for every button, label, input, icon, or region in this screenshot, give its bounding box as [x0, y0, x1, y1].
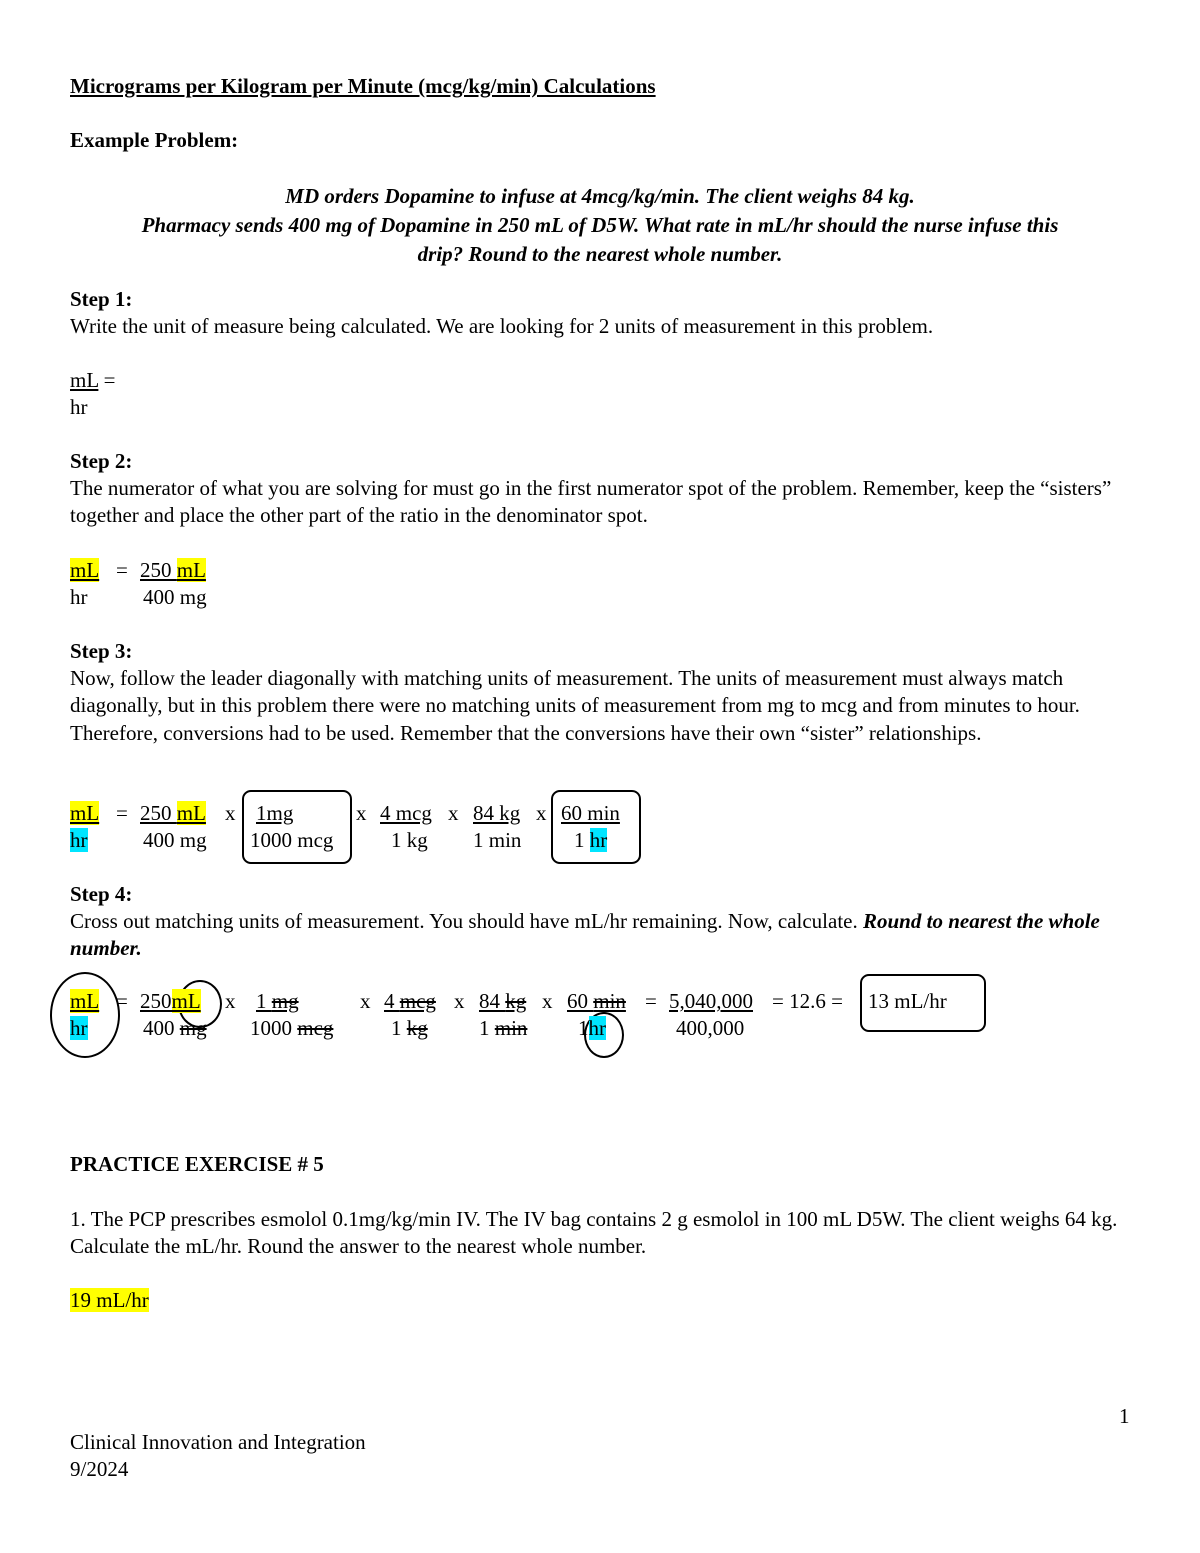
step4-f5-den-value: 1: [578, 1016, 589, 1040]
step4-f1-value: 250: [140, 989, 172, 1013]
step3-times-1: x: [225, 801, 236, 825]
step3-f4-denominator: 1 min: [473, 828, 522, 852]
step4-lhs-hr: hr: [70, 1016, 88, 1040]
step3-f3-denominator: 1 kg: [391, 828, 428, 852]
step4-text: [70, 908, 1135, 963]
step4-f4-denominator: [479, 1015, 527, 1042]
step3-f1-denominator: 400 mg: [143, 828, 207, 852]
step3-f2-numerator: [256, 800, 344, 827]
step3-lhs-hr: hr: [70, 828, 88, 852]
step4-f1-numerator: [140, 988, 201, 1015]
step3-f5-numerator: 60 min: [561, 801, 620, 825]
step4-f5-value: 60: [567, 989, 594, 1013]
step3-times-2: x: [356, 801, 367, 825]
step3-f5-den-value: 1: [574, 828, 590, 852]
step2-equals: =: [116, 558, 128, 582]
step4-f5-numerator: [567, 988, 626, 1015]
step4-f3-numerator: [384, 988, 436, 1015]
step3-heading: Step 3:: [70, 639, 133, 663]
step1-heading: Step 1:: [70, 287, 133, 311]
step2-heading: Step 2:: [70, 449, 133, 473]
step4-f5-denominator: [578, 1015, 606, 1042]
practice-heading: PRACTICE EXERCISE # 5: [70, 1152, 324, 1176]
step3-equals: =: [116, 801, 128, 825]
step3-f2-denominator: 1000 mcg: [250, 828, 334, 852]
step3-lhs-denominator: [70, 827, 88, 854]
step4-times-3: x: [454, 989, 465, 1013]
step3-text: Now, follow the leader diagonally with matching units of measurement. The units of measurement must always match diagonally, but in this problem there were no matching units of measurement from mg to mcg and from minutes to hour. Therefore, conversions had to be used. Remember that the conversions have their own “sister” relationships.: [70, 666, 1080, 745]
step4-f2-unit: mg: [271, 989, 299, 1013]
step2-rhs-denominator: 400 mg: [143, 585, 207, 609]
step4-lhs-denominator: [70, 1015, 88, 1042]
step4-f1-den-unit: mg: [179, 1016, 207, 1040]
step3-f1-value: 250: [140, 801, 177, 825]
step3-lhs-numerator: [70, 800, 99, 827]
step4-f3-denominator: [391, 1015, 428, 1042]
practice-question: 1. The PCP prescribes esmolol 0.1mg/kg/min IV. The IV bag contains 2 g esmolol in 100 mL D5W. The client weighs 64 kg. Calculate the mL/hr. Round the answer to the nearest whole number.: [70, 1207, 1118, 1259]
problem-line-2: Pharmacy sends 400 mg of Dopamine in 250 mL of D5W. What rate in mL/hr should the nurse infuse this: [141, 213, 1059, 237]
problem-line-3: drip? Round to the nearest whole number.: [417, 242, 783, 266]
step3-times-4: x: [536, 801, 547, 825]
page-number: 1: [1119, 1404, 1130, 1428]
step1-denominator: hr: [70, 395, 88, 419]
footer-date: 9/2024: [70, 1457, 129, 1481]
step4-f2-numerator: [256, 988, 350, 1015]
step4-f4-den-unit: min: [494, 1016, 528, 1040]
step4-f2-denominator: [250, 1015, 333, 1042]
step4-f3-den-unit: kg: [406, 1016, 428, 1040]
step4-heading: Step 4:: [70, 882, 133, 906]
practice-answer: [70, 1287, 149, 1314]
step1-equals: =: [98, 368, 116, 392]
step4-f3-value: 4: [384, 989, 400, 1013]
step3-f1-unit: mL: [176, 801, 206, 825]
step2-lhs-denominator: hr: [70, 585, 88, 609]
step3-lhs-ml: mL: [70, 801, 100, 825]
example-heading: Example Problem:: [70, 128, 239, 152]
step4-text-plain: Cross out matching units of measurement. You should have mL/hr remaining. Now, calculate.: [70, 909, 863, 933]
step3-times-3: x: [448, 801, 459, 825]
step4-f4-unit: kg: [505, 989, 527, 1013]
step4-f5-unit: min: [593, 989, 626, 1013]
step3-f2-num-text: 1mg: [256, 801, 294, 825]
step4-f1-den-value: 400: [143, 1016, 180, 1040]
step3-f3-numerator: 4 mcg: [380, 801, 432, 825]
step4-f3-unit: mcg: [399, 989, 436, 1013]
step4-text-emphasis: Round to nearest the whole number.: [70, 909, 1100, 961]
step4-decimal-result: = 12.6 =: [772, 989, 843, 1013]
footer-org: Clinical Innovation and Integration: [70, 1430, 366, 1454]
step4-f4-numerator: [479, 988, 526, 1015]
step4-product-denominator: 400,000: [676, 1016, 745, 1040]
step4-f1-unit: mL: [171, 989, 201, 1013]
step4-f2-den-value: 1000: [250, 1016, 298, 1040]
step4-lhs-ml: mL: [70, 989, 100, 1013]
step4-final-answer: 13 mL/hr: [868, 989, 947, 1013]
step4-f4-den-value: 1: [479, 1016, 495, 1040]
step2-text: The numerator of what you are solving for must go in the first numerator spot of the problem. Remember, keep the “sisters” together and place the other part of the ratio in the denominator spot.: [70, 476, 1112, 528]
step2-rhs-numerator: [140, 557, 206, 584]
step3-f5-denominator: [574, 827, 607, 854]
step1-numerator: mL: [70, 368, 99, 392]
step4-f5-den-hr: hr: [588, 1016, 606, 1040]
step2-lhs-ml: mL: [70, 558, 100, 582]
step3-f4-numerator: 84 kg: [473, 801, 521, 825]
step2-lhs-numerator: [70, 557, 99, 584]
step4-f2-value: 1: [256, 989, 272, 1013]
step3-f5-den-hr: hr: [589, 828, 608, 852]
practice-answer-text: 19 mL/hr: [70, 1288, 149, 1312]
step4-f4-value: 84: [479, 989, 506, 1013]
problem-line-1: MD orders Dopamine to infuse at 4mcg/kg/min. The client weighs 84 kg.: [285, 184, 915, 208]
step4-f3-den-value: 1: [391, 1016, 407, 1040]
step4-lhs-numerator: [70, 988, 99, 1015]
step4-f2-den-unit: mcg: [297, 1016, 334, 1040]
step4-equals-2: =: [645, 989, 657, 1013]
step1-equation-top: [70, 367, 115, 394]
step4-equals: =: [116, 989, 128, 1013]
step4-product-numerator: 5,040,000: [669, 989, 753, 1013]
step4-f1-denominator: [143, 1015, 207, 1042]
step2-rhs-value: 250: [140, 558, 177, 582]
step3-f1-numerator: [140, 800, 206, 827]
step4-times-2: x: [360, 989, 371, 1013]
step2-rhs-unit: mL: [176, 558, 206, 582]
step4-times-4: x: [542, 989, 553, 1013]
page-title: Micrograms per Kilogram per Minute (mcg/kg/min) Calculations: [70, 74, 656, 98]
step4-times-1: x: [225, 989, 236, 1013]
step1-text: Write the unit of measure being calculated. We are looking for 2 units of measurement in this problem.: [70, 314, 934, 338]
